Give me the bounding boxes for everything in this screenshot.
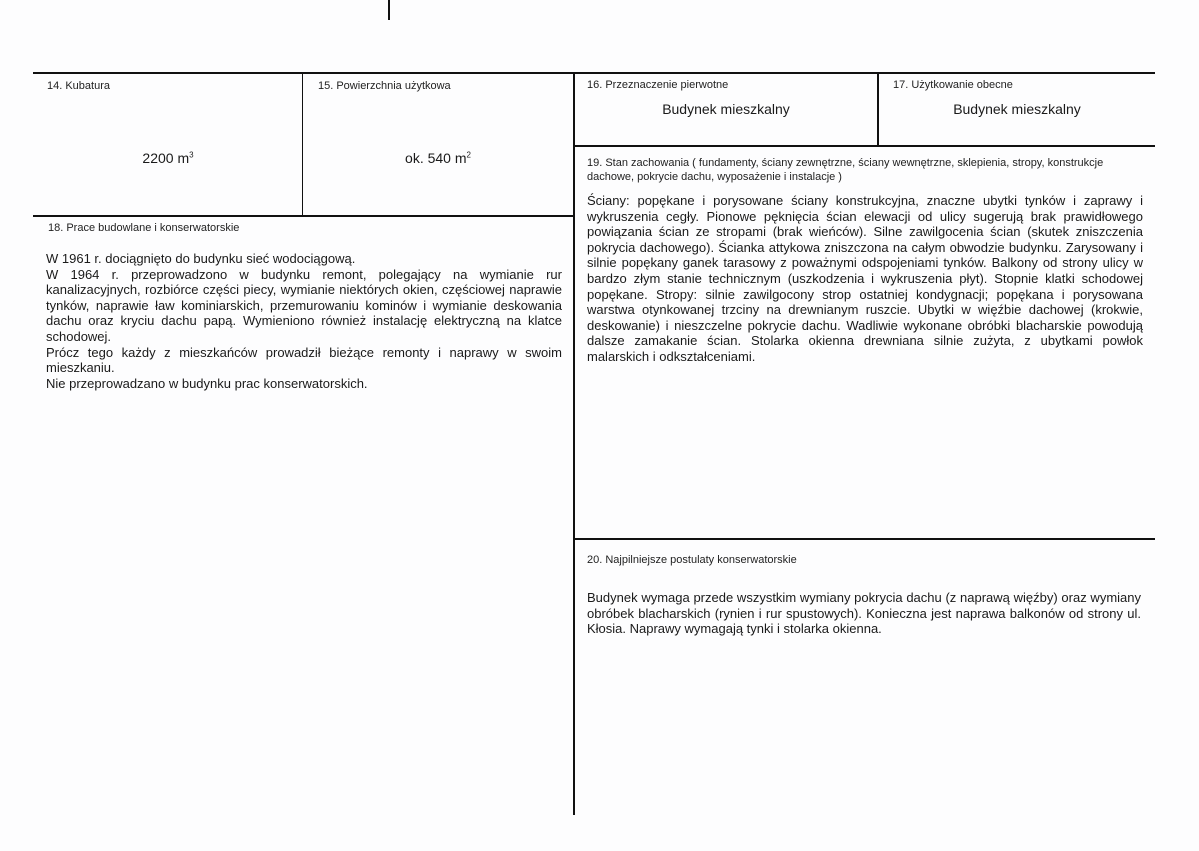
vertical-divider-main: [573, 73, 575, 815]
vertical-divider-14-15: [302, 73, 303, 216]
box17-value: Budynek mieszkalny: [953, 101, 1081, 117]
box15-value-text: ok. 540 m: [405, 150, 467, 166]
top-border-line: [33, 72, 1155, 74]
horizontal-divider-left: [33, 215, 574, 217]
box15-value: [303, 150, 573, 166]
box19-text: [587, 193, 1143, 365]
box20-header: 20. Najpilniejsze postulaty konserwatorskie: [587, 554, 797, 566]
box18-paragraph-2: W 1964 r. przeprowadzono w budynku remont, polegający na wymianie rur kanalizacyjnych, rozbiórce części piecy, wymianie niektórych okien, częściowej naprawie tynków, naprawie ław kominiarskich, przemurowaniu kominów i wymianie deskowania dachu oraz kryciu dachu papą. Wymieniono również instalację elektryczną na klatce schodowej.: [46, 266, 562, 344]
box14-value: [34, 150, 302, 166]
box19-paragraph: Ściany: popękane i porysowane ściany konstrukcyjna, znaczne ubytki tynków i zaprawy i wykruszenia cegły. Pionowe pęknięcia ścian elewacji od ulicy sugerują brak prawidłowego powiązania ścian ze stropami (brak wieńców). Silne zawilgocenia ścian (skutek zniszczenia pokrycia dachowego). Ścianka attykowa zniszczona na całym obwodzie budynku. Zarysowany i silnie popękany ganek tarasowy z poważnymi odspojeniami tynków. Balkony od strony ulicy w bardzo złym stanie technicznym (uszkodzenia i wykruszenia płyt). Stopnie klatki schodowej popękane. Stropy: silnie zawilgocony strop ostatniej kondygnacji; popękana i porysowana warstwa otynkowanej trzciny na drewnianym ruszcie. Ubytki w więźbie dachowej (krokwie, deskowanie) i nieszczelne pokrycie dachu. Wadliwie wykonane obróbki blacharskie powodują dalsze zamakanie ścian. Stolarka okienna drewniana silnie zużyta, z ubytkami powłok malarskich i odkształceniami.: [587, 193, 1143, 364]
box16-value: Budynek mieszkalny: [662, 101, 790, 117]
box20-text: [587, 590, 1141, 637]
box20-paragraph: Budynek wymaga przede wszystkim wymiany pokrycia dachu (z naprawą więźby) oraz wymiany obróbek blacharskich (rynien i rur spustowych). Konieczna jest naprawa balkonów od strony ul. Kłosia. Naprawy wymagają tynki i stolarka okienna.: [587, 590, 1141, 637]
box19-header: 19. Stan zachowania ( fundamenty, ściany zewnętrzne, ściany wewnętrzne, sklepienia, stropy, konstrukcje dachowe, pokrycie dachu, wyposażenie i instalacje ): [587, 157, 1104, 183]
box14-unit-sup: 3: [189, 150, 194, 160]
box17-header: 17. Użytkowanie obecne: [893, 79, 1013, 91]
box18-paragraph-4: Nie przeprowadzano w budynku prac konserwatorskich.: [46, 375, 368, 391]
box16-header: 16. Przeznaczenie pierwotne: [587, 79, 729, 91]
box18-text: [46, 251, 562, 391]
horizontal-divider-16-17-bottom: [574, 145, 1155, 147]
box18-header: 18. Prace budowlane i konserwatorskie: [48, 222, 240, 234]
box14-value-text: 2200 m: [142, 150, 190, 166]
box14-header: 14. Kubatura: [47, 80, 110, 92]
box15-unit-sup: 2: [466, 150, 471, 160]
box18-paragraph-1: W 1961 r. dociągnięto do budynku sieć wodociągową.: [46, 251, 356, 266]
top-tick-line: [388, 0, 390, 20]
horizontal-divider-19-20: [574, 538, 1155, 540]
box15-header: 15. Powierzchnia użytkowa: [318, 80, 451, 92]
box18-paragraph-3: Prócz tego każdy z mieszkańców prowadził bieżące remonty i naprawy w swoim mieszkaniu.: [46, 344, 562, 376]
